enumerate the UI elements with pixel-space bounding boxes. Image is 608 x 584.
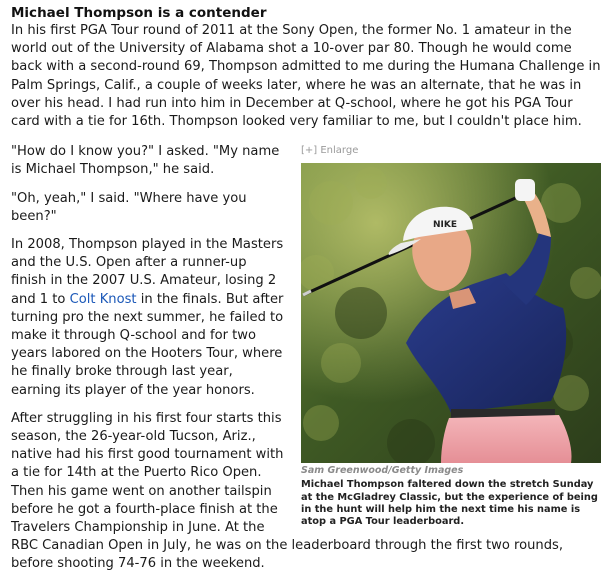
golf-glove [515, 179, 535, 201]
paragraph-season: After struggling in his first four starts this season, the 26-year-old Tucson, Ariz., native had his first good tournament with a tie for 14th at the Puerto Rico Open. Then his game went on another tailspin before he got a fourth-place finish at the Travelers Championship in June. At the RBC Canadian Open in July, he was on the leaderboard through the first two rounds, before shooting 74-76 in the weekend. [11, 410, 564, 572]
headline: Michael Thompson is a contender [11, 5, 267, 21]
cap-logo: NIKE [433, 220, 458, 231]
enlarge-link[interactable]: [+] Enlarge [301, 145, 359, 157]
colt-knost-link[interactable]: Colt Knost [69, 291, 137, 307]
paragraph-intro: In his first PGA Tour round of 2011 at the Sony Open, the former No. 1 amateur in the world out of the University of Alabama shot a 10-over par 80. Though he would come back with a second-round 69, Thompson admitted to me during the Humana Challenge in Palm Springs, Calif., a couple of weeks later, where he was an alternate, that he was in over his head. I had run into him in December at Q-school, where he got his PGA Tour card with a tie for 16th. Thompson looked very familiar to me, but I couldn't place him. [11, 23, 601, 130]
paragraph-reply: "Oh, yeah," I said. "Where have you been?" [11, 190, 247, 224]
photo-credit: Sam Greenwood/Getty Images [301, 465, 464, 477]
history-text-start: In 2008, Thompson played in the Masters and the U.S. Open after a runner-up finish in the 2007 U.S. Amateur, losing 2 and 1 to [11, 237, 284, 307]
article [11, 5, 601, 584]
photo-figure [301, 145, 601, 529]
paragraph-quote: "How do I know you?" I asked. "My name is Michael Thompson," he said. [11, 144, 280, 178]
history-text-end: in the finals. But after turning pro the next summer, he failed to make it through Q-school and for two years labored on the Hooters Tour, where he finally broke through last year, earning its player of the year honors. [11, 291, 284, 398]
photo-caption: Michael Thompson faltered down the stretch Sunday at the McGladrey Classic, but the experience of being in the hunt will help him the next time his name is atop a PGA Tour leaderboard. [301, 479, 598, 528]
golfer-pants [441, 415, 572, 463]
golfer-photo[interactable] [301, 163, 601, 463]
